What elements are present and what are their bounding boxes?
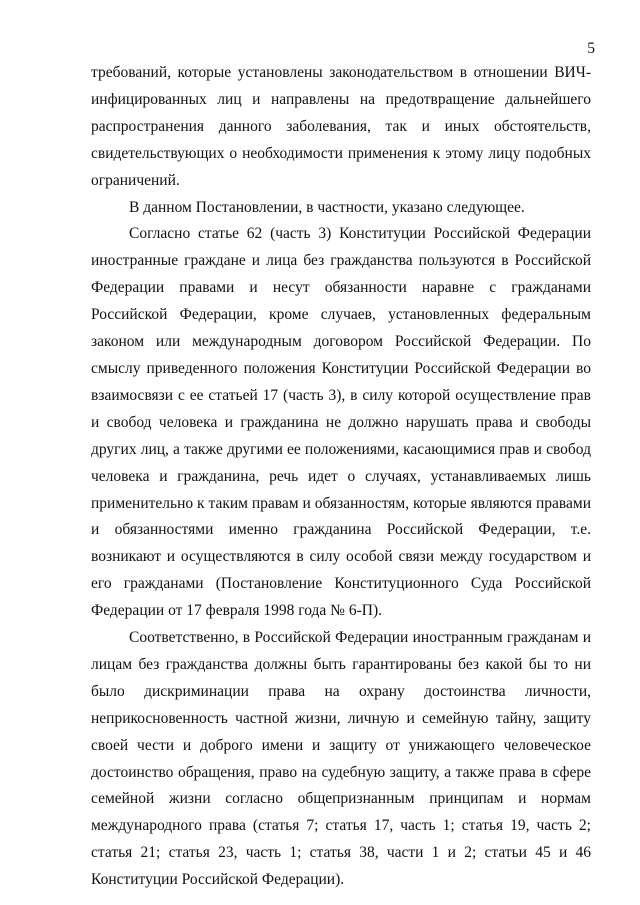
paragraph-intro: В данном Постановлении, в частности, указано следующее.	[129, 198, 525, 216]
document-body	[91, 60, 591, 894]
paragraph-continuation: требований, которые установлены законодательством в отношении ВИЧ-инфицированных лиц и направлены на предотвращение дальнейшего распространения данного заболевания, так и иных обстоятельств, свидетельствующих о необходимости применения к этому лицу подобных ограничений.	[91, 64, 591, 189]
paragraph-constitution-article-62: Согласно статье 62 (часть 3) Конституции Российской Федерации иностранные граждане и лица без гражданства пользуются в Российской Федерации правами и несут обязанности наравне с гражданами Российской Федерации, кроме случаев, установленных федеральным законом или международным договором Российской Федерации. По смыслу приведенного положения Конституции Российской Федерации во взаимосвязи с ее статьей 17 (часть 3), в силу которой осуществление прав и свобод человека и гражданина не должно нарушать права и свободы других лиц, а также другими ее положениями, касающимися прав и свобод человека и гражданина, речь идет о случаях, устанавливаемых лишь применительно к таким правам и обязанностям, которые являются правами и обязанностями именно гражданина Российской Федерации, т.е. возникают и осуществляются в силу особой связи между государством и его гражданами (Постановление Конституционного Суда Российской Федерации от 17 февраля 1998 года № 6-П).	[91, 225, 591, 620]
page-number: 5	[587, 40, 595, 57]
paragraph-guaranteed-rights: Соответственно, в Российской Федерации иностранным гражданам и лицам без гражданства должны быть гарантированы без какой бы то ни было дискриминации права на охрану достоинства личности, неприкосновенность частной жизни, личную и семейную тайну, защиту своей чести и доброго имени и защиту от унижающего человеческое достоинство обращения, право на судебную защиту, а также права в сфере семейной жизни согласно общепризнанным принципам и нормам международного права (статья 7; статья 17, часть 1; статья 19, часть 2; статья 21; статья 23, часть 1; статья 38, части 1 и 2; статьи 45 и 46 Конституции Российской Федерации).	[91, 629, 591, 889]
